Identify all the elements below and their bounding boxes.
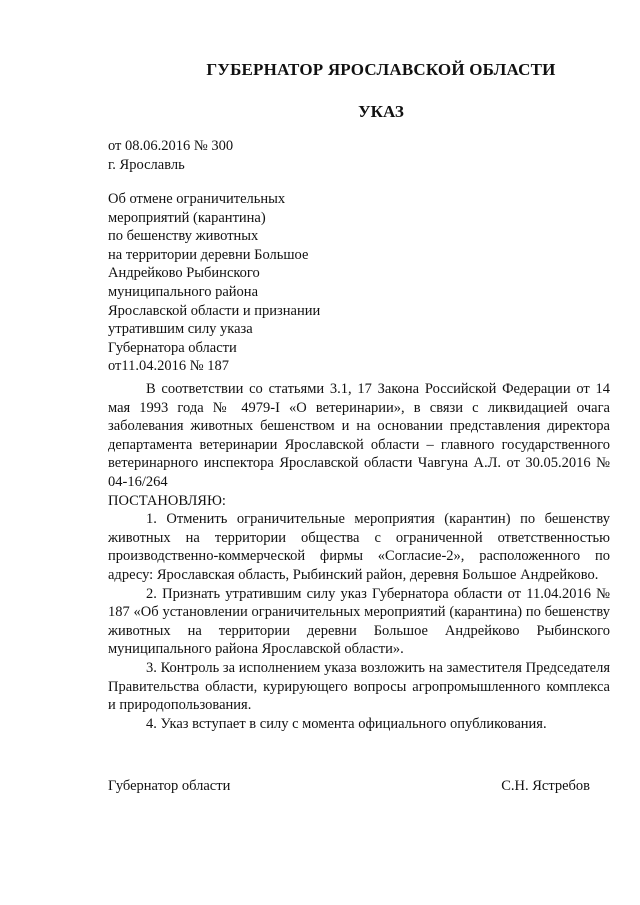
subject-line: Об отмене ограничительных — [108, 191, 286, 207]
subject-line: мероприятий (карантина) — [108, 209, 266, 226]
issuing-authority-heading: ГУБЕРНАТОР ЯРОСЛАВСКОЙ ОБЛАСТИ — [206, 60, 556, 79]
subject-line: Губернатора области — [108, 339, 237, 356]
signatory-position: Губернатор области — [108, 778, 231, 794]
decree-word: ПОСТАНОВЛЯЮ: — [108, 492, 226, 509]
signatory-name: С.Н. Ястребов — [501, 778, 590, 794]
decree-item-2: 2. Признать утратившим силу указ Губернатора области от 11.04.2016 № 187 «Об установлении ограничительных мероприятий (карантина) по бешенству животных на территории деревни Большое Андрейково Рыбинского муниципального района Ярославской области». — [108, 585, 610, 658]
subject-line: Андрейково Рыбинского — [108, 265, 260, 282]
subject-line: от11.04.2016 № 187 — [108, 358, 229, 375]
decree-item-3: 3. Контроль за исполнением указа возложить на заместителя Председателя Правительства области, курирующего вопросы агропромышленного комплекса и природопользования. — [108, 659, 610, 714]
subject-line: по бешенству животных — [108, 228, 259, 245]
place: г. Ярославль — [108, 157, 185, 173]
subject-line: муниципального района — [108, 283, 258, 300]
document-subject — [108, 190, 368, 376]
signature-block — [108, 778, 590, 795]
decree-item-4: 4. Указ вступает в силу с момента официального опубликования. — [146, 715, 547, 732]
date-number: от 08.06.2016 № 300 — [108, 138, 234, 154]
subject-line: на территории деревни Большое — [108, 246, 309, 263]
document-body — [108, 380, 610, 733]
preamble-paragraph: В соответствии со статьями 3.1, 17 Закона Российской Федерации от 14 мая 1993 года № 4979-I «О ветеринарии», в связи с ликвидацией очага заболевания животных бешенством и на основании представления директора департамента ветеринарии Ярославской области – главного государственного ветеринарного инспектора Ярославской области Чавгуна А.Л. от 30.05.2016 № 04-16/264 — [108, 381, 610, 490]
document-type-heading: УКАЗ — [358, 102, 404, 121]
subject-line: утратившим силу указа — [108, 321, 253, 338]
decree-item-1: 1. Отменить ограничительные мероприятия (карантин) по бешенству животных на территории общества с ограниченной ответственностью производственно-коммерческой фирмы «Согласие-2», расположенного по адресу: Ярославская область, Рыбинский район, деревня Большое Андрейково. — [108, 511, 610, 583]
subject-line: Ярославской области и признании — [108, 302, 321, 319]
document-meta — [108, 137, 233, 175]
